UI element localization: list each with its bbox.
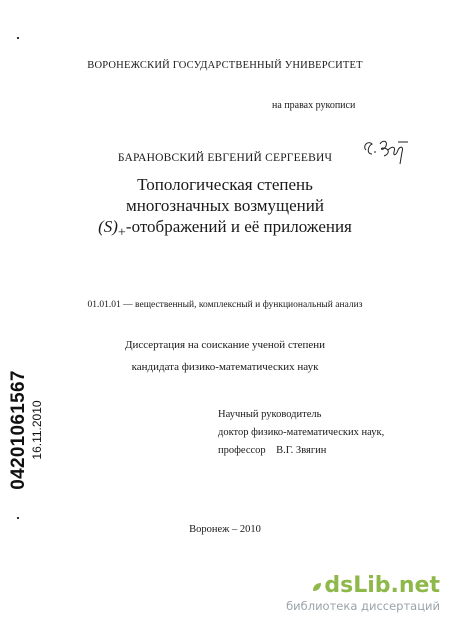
supervisor-degree: доктор физико-математических наук, <box>218 427 385 438</box>
title-math-subscript: + <box>117 224 126 241</box>
watermark-subtitle: библиотека диссертаций <box>286 599 440 613</box>
supervisor-label: Научный руководитель <box>218 409 322 420</box>
supervisor-name-line <box>218 442 384 460</box>
supervisor-block <box>218 406 384 460</box>
title-line: Топологическая степень <box>137 175 313 194</box>
city-year: Воронеж – 2010 <box>189 524 261 535</box>
rights-note: на правах рукописи <box>272 100 356 111</box>
title-line <box>0 216 450 243</box>
speciality-code: 01.01.01 — вещественный, комплексный и функциональный анализ <box>87 300 363 310</box>
author-name: БАРАНОВСКИЙ ЕВГЕНИЙ СЕРГЕЕВИЧ <box>117 152 333 164</box>
leaf-icon <box>312 582 322 592</box>
watermark-brand: dsLib.net <box>324 573 440 598</box>
degree-line: кандидата физико-математических наук <box>131 361 319 373</box>
dissertation-title <box>0 174 450 243</box>
supervisor-name: В.Г. Звягин <box>276 445 327 456</box>
handwritten-signature <box>360 136 412 168</box>
margin-mark <box>17 517 19 519</box>
degree-statement <box>0 334 450 378</box>
margin-mark <box>17 37 19 39</box>
stamp-date: 16.11.2010 <box>30 400 44 460</box>
supervisor-rank: профессор <box>218 445 266 456</box>
watermark-logo <box>286 574 440 598</box>
library-stamp <box>8 360 48 500</box>
title-math-s: (S) <box>98 217 118 236</box>
title-line-rest: -отображений и её приложения <box>125 217 352 236</box>
watermark <box>286 574 440 613</box>
title-line: многозначных возмущений <box>126 196 324 215</box>
university-name: ВОРОНЕЖСКИЙ ГОСУДАРСТВЕННЫЙ УНИВЕРСИТЕТ <box>87 60 363 71</box>
degree-line: Диссертация на соискание ученой степени <box>124 339 326 351</box>
stamp-code: 04201061567 <box>8 370 29 490</box>
